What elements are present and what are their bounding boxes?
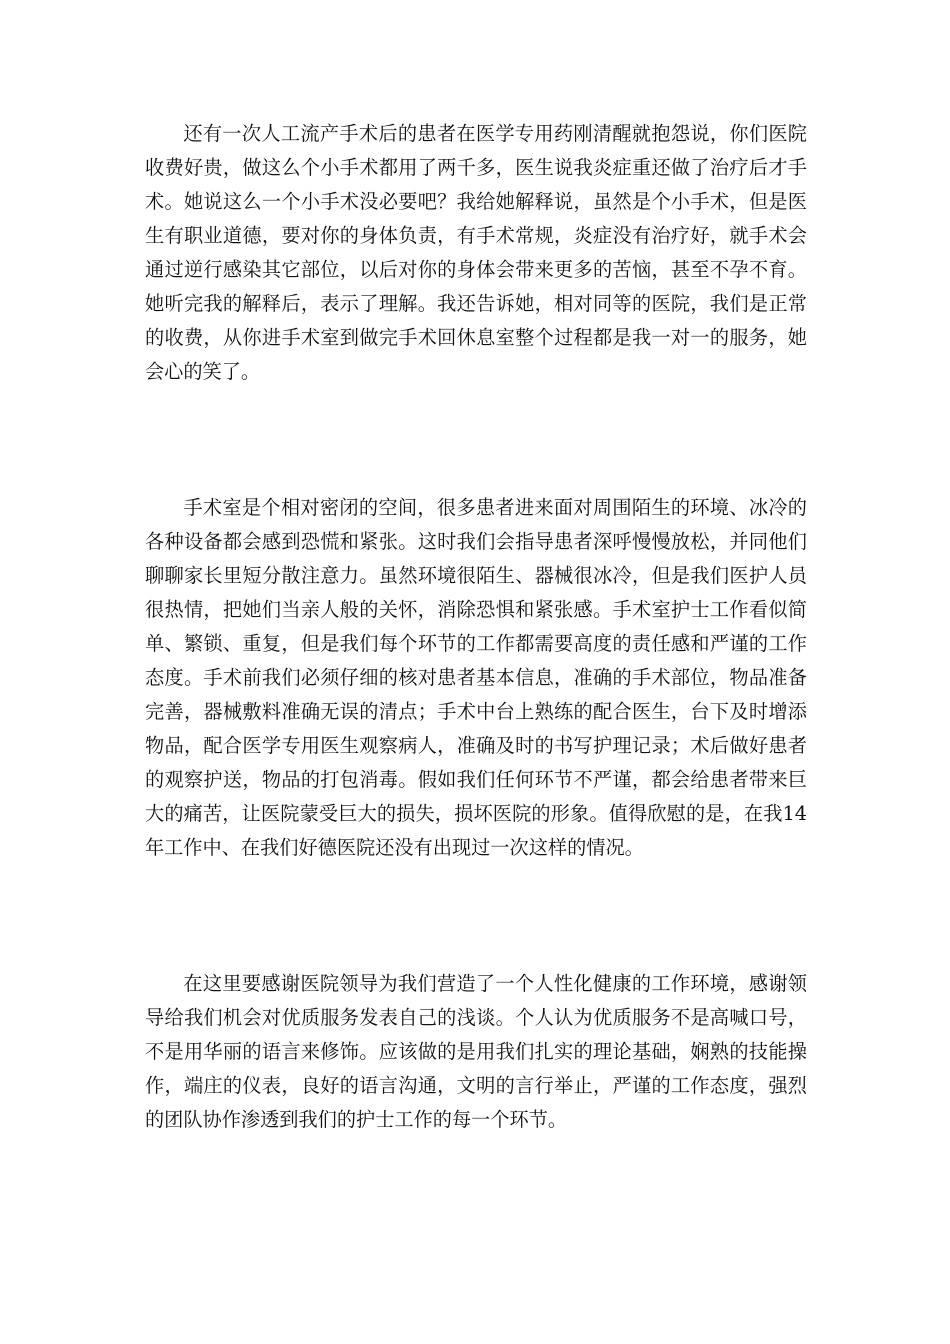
- paragraph-patient-complaint: 还有一次人工流产手术后的患者在医学专用药刚清醒就抱怨说，你们医院收费好贵，做这么个小手术都用了两千多，医生说我炎症重还做了治疗后才手术。她说这么一个小手术没必要吧？我给她解释说，虽然是个小手术，但是医生有职业道德，要对你的身体负责，有手术常规，炎症没有治疗好，就手术会通过逆行感染其它部位，以后对你的身体会带来更多的苦恼，甚至不孕不育。她听完我的解释后，表示了理解。我还告诉她，相对同等的医院，我们是正常的收费，从你进手术室到做完手术回休息室整个过程都是我一对一的服务，她会心的笑了。: [145, 122, 807, 383]
- paragraph-gratitude: 在这里要感谢医院领导为我们营造了一个人性化健康的工作环境，感谢领导给我们机会对优质服务发表自己的浅谈。个人认为优质服务不是高喊口号，不是用华丽的语言来修饰。应该做的是用我们扎实的理论基础，娴熟的技能操作，端庄的仪表，良好的语言沟通，文明的言行举止，严谨的工作态度，强烈的团队协作渗透到我们的护士工作的每一个环节。: [145, 972, 807, 1131]
- document-body: [145, 117, 807, 1137]
- paragraph-operating-room: 手术室是个相对密闭的空间，很多患者进来面对周围陌生的环境、冰冷的各种设备都会感到恐慌和紧张。这时我们会指导患者深呼慢慢放松，并同他们聊聊家长里短分散注意力。虽然环境很陌生、器械很冰冷，但是我们医护人员很热情，把她们当亲人般的关怀，消除恐惧和紧张感。手术室护士工作看似简单、繁锁、重复，但是我们每个环节的工作都需要高度的责任感和严谨的工作态度。手术前我们必须仔细的核对患者基本信息，准确的手术部位，物品准备完善，器械敷料准确无误的清点；手术中台上熟练的配合医生，台下及时增添物品，配合医学专用医生观察病人，准确及时的书写护理记录；术后做好患者的观察护送，物品的打包消毒。假如我们任何环节不严谨，都会给患者带来巨大的痛苦，让医院蒙受巨大的损失，损坏医院的形象。值得欣慰的是，在我14年工作中、在我们好德医院还没有出现过一次这样的情况。: [145, 496, 807, 859]
